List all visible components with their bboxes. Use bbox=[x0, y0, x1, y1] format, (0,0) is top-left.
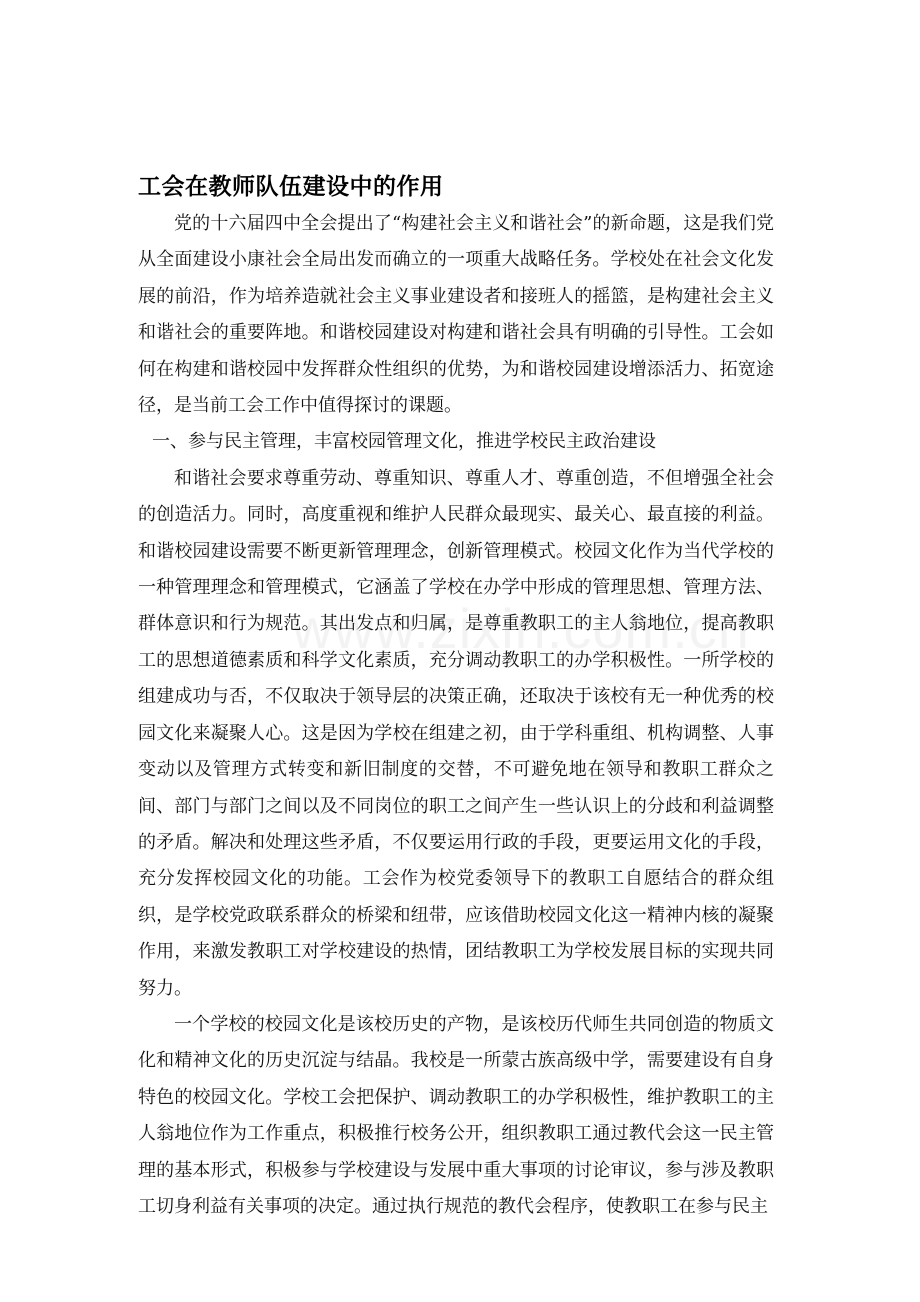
paragraph-intro: 党的十六届四中全会提出了“构建社会主义和谐社会”的新命题，这是我们党从全面建设小康社会全局出发而确立的一项重大战略任务。学校处在社会文化发展的前沿，作为培养造就社会主义事业建设者和接班人的摇篮，是构建社会主义和谐社会的重要阵地。和谐校园建设对构建和谐社会具有明确的引导性。工会如何在构建和谐校园中发挥群众性组织的优势，为和谐校园建设增添活力、拓宽途径，是当前工会工作中值得探讨的课题。 bbox=[138, 213, 774, 417]
paragraph-2: 和谐社会要求尊重劳动、尊重知识、尊重人才、尊重创造，不但增强全社会的创造活力。同时，高度重视和维护人民群众最现实、最关心、最直接的利益。和谐校园建设需要不断更新管理理念，创新管理模式。校园文化作为当代学校的一种管理理念和管理模式，它涵盖了学校在办学中形成的管理思想、管理方法、群体意识和行为规范。其出发点和归属，是尊重教职工的主人翁地位，提高教职工的思想道德素质和科学文化素质，充分调动教职工的办学积极性。一所学校的组建成功与否，不仅取决于领导层的决策正确，还取决于该校有无一种优秀的校园文化来凝聚人心。这是因为学校在组建之初，由于学科重组、机构调整、人事变动以及管理方式转变和新旧制度的交替，不可避免地在领导和教职工群众之间、部门与部门之间以及不同岗位的职工之间产生一些认识上的分歧和利益调整的矛盾。解决和处理这些矛盾，不仅要运用行政的手段，更要运用文化的手段，充分发挥校园文化的功能。工会作为校党委领导下的教职工自愿结合的群众组织，是学校党政联系群众的桥梁和纽带，应该借助校园文化这一精神内核的凝聚作用，来激发教职工对学校建设的热情，团结教职工为学校发展目标的实现共同努力。 bbox=[138, 467, 774, 999]
paragraph-3: 一个学校的校园文化是该校历史的产物，是该校历代师生共同创造的物质文化和精神文化的历史沉淀与结晶。我校是一所蒙古族高级中学，需要建设有自身特色的校园文化。学校工会把保护、调动教职工的办学积极性，维护教职工的主人翁地位作为工作重点，积极推行校务公开，组织教职工通过教代会这一民主管理的基本形式，积极参与学校建设与发展中重大事项的讨论审议，参与涉及教职工切身利益有关事项的决定。通过执行规范的教代会程序，使教职工在参与民主 bbox=[138, 1013, 774, 1217]
document-body bbox=[138, 206, 774, 1225]
section-heading-1: 一、参与民主管理，丰富校园管理文化，推进学校民主政治建设 bbox=[152, 431, 656, 453]
document-title: 工会在教师队伍建设中的作用 bbox=[138, 174, 444, 200]
